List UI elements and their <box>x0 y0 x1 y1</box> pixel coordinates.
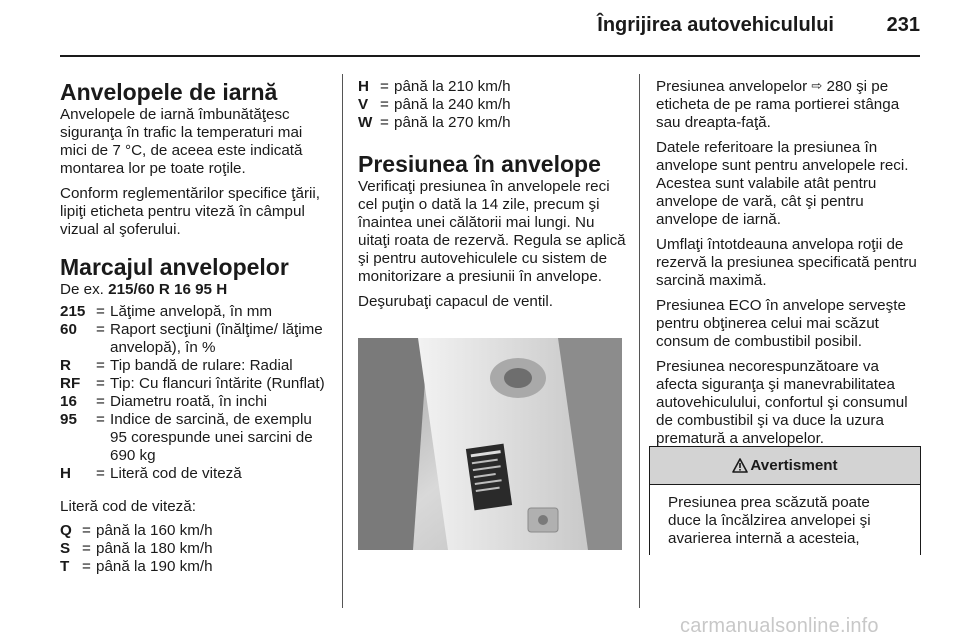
column-divider <box>639 74 640 608</box>
speed-item: S = până la 180 km/h <box>60 540 332 558</box>
speed-item: V = până la 240 km/h <box>358 96 628 114</box>
definition-key: R <box>60 357 71 374</box>
paragraph: Deşurubaţi capacul de ventil. <box>358 293 554 310</box>
definition-item: R = Tip bandă de rulare: Radial <box>60 357 332 375</box>
speed-key: S <box>60 540 71 557</box>
definition-value: Tip bandă de rulare: Radial <box>110 357 293 374</box>
speed-key: Q <box>60 522 72 539</box>
paragraph: Datele referitoare la presiunea în anvelope sunt pentru anvelopele reci. Acestea sunt valabile atât pentru anvelope de vară, cât şi pentru anvelope de iarnă. <box>656 139 909 228</box>
definition-key: 60 <box>60 321 77 338</box>
definition-key: 16 <box>60 393 77 410</box>
header-rule <box>60 55 920 57</box>
paragraph: Anvelopele de iarnă îmbunătăţesc siguranţa în trafic la temperaturi mai mici de 7 °C, de aceea este indicată montarea lor pe toate roţile. <box>60 106 303 177</box>
speed-value: până la 160 km/h <box>96 522 213 539</box>
definition-item: 95 = Indice de sarcină, de exemplu 95 corespunde unei sarcini de 690 kg <box>60 411 332 465</box>
paragraph: Presiunea necorespunzătoare va afecta siguranţa şi manevrabilitatea autovehiculului, confortul şi consumul de combustibil şi va duce la uzura prematură a anvelopelor. <box>656 358 908 447</box>
paragraph: Presiunea ECO în anvelope serveşte pentru obţinerea celui mai scăzut consum de combustibil posibil. <box>656 297 906 350</box>
paragraph: Umflaţi întotdeauna anvelopa roţii de rezervă la presiunea specificată pentru sarcină maximă. <box>656 236 917 289</box>
definition-list <box>60 303 332 483</box>
example-line <box>60 281 332 299</box>
warning-box <box>649 446 921 555</box>
warning-header <box>650 447 920 485</box>
paragraph: Verificaţi presiunea în anvelopele reci cel puţin o dată la 14 zile, precum şi înaintea unei călătorii mai lungi. Nu uitaţi roata de rezervă. Regula se aplică şi pentru autovehiculele cu sistem de monitorizare a presiunii în anvelope. <box>358 178 626 285</box>
definition-key: RF <box>60 375 81 392</box>
example-code: 215/60 R 16 95 H <box>108 281 228 298</box>
speed-code-intro: Literă cod de viteză: <box>60 498 196 515</box>
paragraph-pressure-reference: Presiunea anvelopelor ⇨ 280 şi pe eticheta de pe rama portierei stânga sau dreapta-faţă. <box>656 78 900 131</box>
speed-item: T = până la 190 km/h <box>60 558 332 576</box>
section-heading-tyre-pressure: Presiunea în anvelope <box>358 151 601 177</box>
warning-text: Presiunea prea scăzută poate duce la încălzirea anvelopei şi avarierea internă a acesteia, <box>668 494 871 547</box>
speed-value: până la 240 km/h <box>394 96 511 113</box>
definition-value: Literă cod de viteză <box>110 465 242 482</box>
watermark: carmanualsonline.info <box>680 615 879 637</box>
column-right <box>656 78 924 455</box>
speed-list <box>60 522 332 576</box>
definition-item: RF = Tip: Cu flancuri întărite (Runflat) <box>60 375 332 393</box>
speed-key: T <box>60 558 70 575</box>
paragraph: Conform reglementărilor specifice ţării, lipiţi eticheta pentru viteză în câmpul vizual al şoferului. <box>60 185 320 238</box>
speed-key: V <box>358 96 369 113</box>
speed-value: până la 270 km/h <box>394 114 511 131</box>
speed-value: până la 210 km/h <box>394 78 511 95</box>
definition-item: 60 = Raport secţiuni (înălţime/ lăţime anvelopă), în % <box>60 321 332 357</box>
speed-item: Q = până la 160 km/h <box>60 522 332 540</box>
speed-item: W = până la 270 km/h <box>358 114 628 132</box>
definition-value: Lăţime anvelopă, în mm <box>110 303 273 320</box>
definition-value: Tip: Cu flancuri întărite (Runflat) <box>110 375 325 392</box>
speed-list <box>358 78 628 132</box>
speed-value: până la 180 km/h <box>96 540 213 557</box>
definition-value: Diametru roată, în inchi <box>110 393 268 410</box>
section-heading-tyre-marking: Marcajul anvelopelor <box>60 254 289 280</box>
arrow-right-icon: ⇨ <box>811 78 823 93</box>
definition-value: Raport secţiuni (înălţime/ lăţime anvelopă), în % <box>110 321 323 356</box>
definition-item: H = Literă cod de viteză <box>60 465 332 483</box>
definition-item: 16 = Diametru roată, în inchi <box>60 393 332 411</box>
definition-value: Indice de sarcină, de exemplu 95 corespunde unei sarcini de 690 kg <box>110 411 313 464</box>
column-left <box>60 78 332 576</box>
example-prefix: De ex. <box>60 281 104 298</box>
speed-item: H = până la 210 km/h <box>358 78 628 96</box>
page-number: 231 <box>886 14 920 36</box>
speed-value: până la 190 km/h <box>96 558 213 575</box>
warning-triangle-icon <box>732 458 748 473</box>
definition-key: H <box>60 465 71 482</box>
speed-key: W <box>358 114 373 131</box>
header-title: Îngrijirea autovehiculului <box>597 14 834 36</box>
column-divider <box>342 74 343 608</box>
section-heading-winter-tyres: Anvelopele de iarnă <box>60 79 278 105</box>
definition-key: 95 <box>60 411 77 428</box>
definition-key: 215 <box>60 303 86 320</box>
warning-title: Avertisment <box>750 457 838 474</box>
door-frame-label-photo <box>358 338 622 550</box>
speed-key: H <box>358 78 369 95</box>
definition-item: 215 = Lăţime anvelopă, în mm <box>60 303 332 321</box>
column-middle <box>358 78 628 318</box>
